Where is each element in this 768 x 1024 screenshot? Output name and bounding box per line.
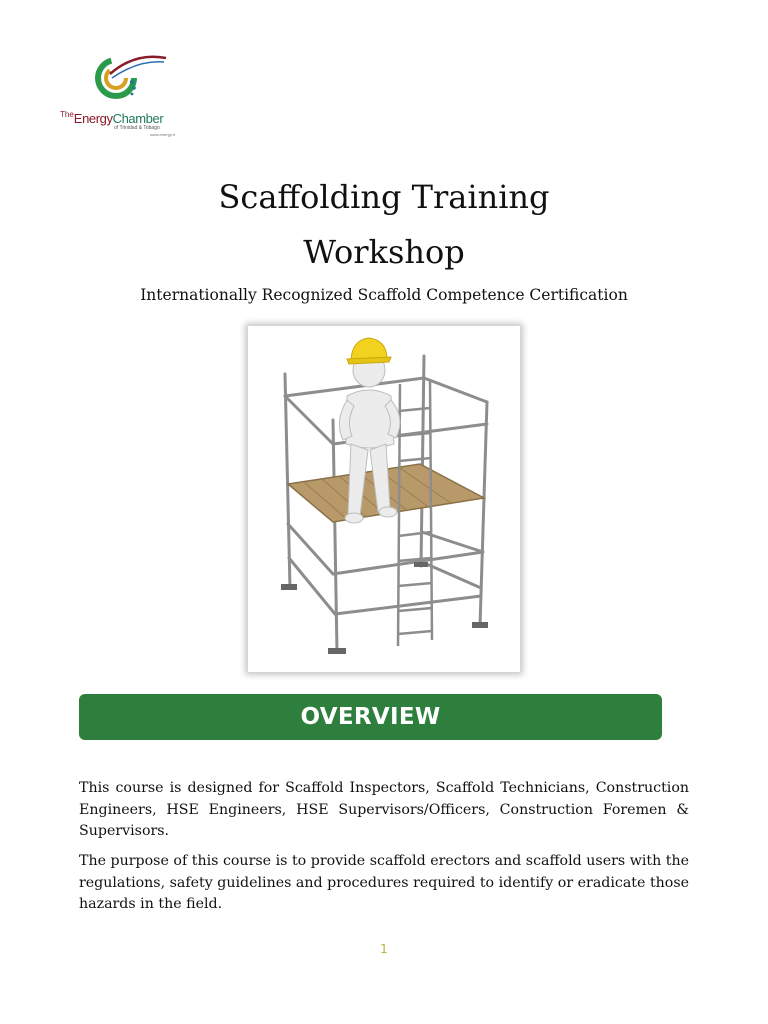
- logo-energy: Energy: [73, 111, 113, 126]
- energy-chamber-logo: [60, 52, 190, 152]
- logo-the: The: [60, 110, 74, 119]
- logo-subtitle: of Trinidad & Tobago: [114, 125, 160, 131]
- purpose-paragraph: The purpose of this course is to provide scaffold erectors and scaffold users with the regulations, safety guidelines and procedures required to identify or eradicate those hazards in the field.: [79, 853, 689, 912]
- intro-paragraph: This course is designed for Scaffold Inspectors, Scaffold Technicians, Construction Engineers, HSE Engineers, HSE Supervisors/Officers, Construction Foremen & Supervisors.: [79, 780, 689, 839]
- scaffold-illustration: [248, 326, 520, 672]
- page-title-line-1: Scaffolding Training: [218, 178, 550, 216]
- page-subtitle: Internationally Recognized Scaffold Competence Certification: [140, 286, 628, 304]
- scaffold-worker-icon: [248, 326, 520, 672]
- logo-url: www.energy.tt: [150, 132, 175, 137]
- overview-banner: OVERVIEW: [79, 694, 662, 740]
- logo-emblem-icon: [90, 52, 170, 112]
- page-number: 1: [380, 942, 388, 956]
- page-title-line-2: Workshop: [303, 233, 465, 271]
- logo-chamber: Chamber: [112, 111, 164, 126]
